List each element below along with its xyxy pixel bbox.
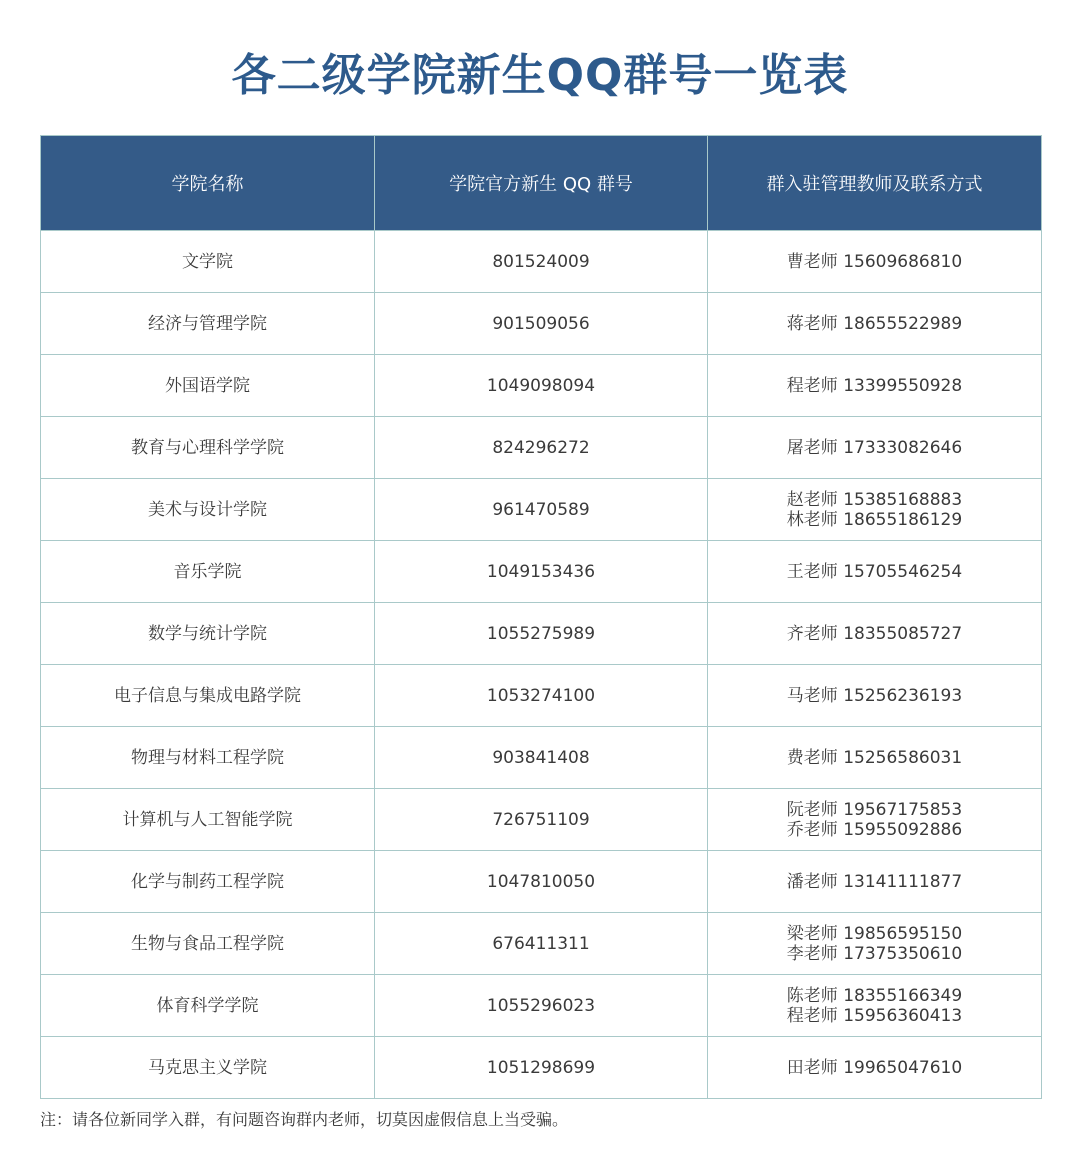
teacher-contact: 马老师 15256236193 [786, 685, 963, 706]
table-row [41, 355, 1042, 417]
teacher-contact: 田老师 19965047610 [786, 1057, 963, 1078]
college-name-cell: 电子信息与集成电路学院 [41, 665, 375, 727]
teacher-contact: 曹老师 15609686810 [786, 251, 963, 272]
qq-group-number-cell: 1049153436 [375, 541, 708, 603]
teacher-contact: 陈老师 18355166349 [786, 985, 963, 1006]
table-row [41, 913, 1042, 975]
table-row [41, 665, 1042, 727]
table-row [41, 417, 1042, 479]
table-row [41, 1037, 1042, 1099]
qq-group-number-cell: 824296272 [375, 417, 708, 479]
page-title: 各二级学院新生QQ群号一览表 [231, 50, 849, 101]
table-row [41, 293, 1042, 355]
teacher-contact: 李老师 17375350610 [786, 943, 963, 964]
qq-group-number-cell: 901509056 [375, 293, 708, 355]
teacher-contact: 王老师 15705546254 [786, 561, 963, 582]
teacher-contact: 屠老师 17333082646 [786, 437, 963, 458]
qq-group-number-cell: 1055296023 [375, 975, 708, 1037]
teacher-contact: 阮老师 19567175853 [786, 799, 963, 820]
teacher-contact-cell [708, 293, 1042, 355]
qq-group-number-cell: 1047810050 [375, 851, 708, 913]
teacher-contact: 林老师 18655186129 [786, 509, 963, 530]
teacher-contact: 程老师 15956360413 [786, 1005, 963, 1026]
table-body [41, 231, 1042, 1099]
college-name-cell: 生物与食品工程学院 [41, 913, 375, 975]
qq-group-table [40, 135, 1042, 1099]
teacher-contact: 梁老师 19856595150 [786, 923, 963, 944]
college-name-cell: 化学与制药工程学院 [41, 851, 375, 913]
qq-group-number-cell: 903841408 [375, 727, 708, 789]
college-name-cell: 外国语学院 [41, 355, 375, 417]
teacher-contact: 齐老师 18355085727 [786, 623, 963, 644]
college-name-cell: 数学与统计学院 [41, 603, 375, 665]
teacher-contact-cell [708, 417, 1042, 479]
college-name-cell: 计算机与人工智能学院 [41, 789, 375, 851]
table-header-row [41, 136, 1042, 231]
header-contact: 群入驻管理教师及联系方式 [708, 136, 1042, 231]
qq-group-number-cell: 1049098094 [375, 355, 708, 417]
college-name-cell: 物理与材料工程学院 [41, 727, 375, 789]
qq-group-number-cell: 1053274100 [375, 665, 708, 727]
teacher-contact-cell [708, 913, 1042, 975]
qq-group-number-cell: 1055275989 [375, 603, 708, 665]
footnote: 注：请各位新同学入群，有问题咨询群内老师，切莫因虚假信息上当受骗。 [40, 1110, 569, 1129]
teacher-contact-cell [708, 355, 1042, 417]
teacher-contact: 程老师 13399550928 [786, 375, 963, 396]
college-name-cell: 美术与设计学院 [41, 479, 375, 541]
college-name-cell: 经济与管理学院 [41, 293, 375, 355]
college-name-cell: 体育科学学院 [41, 975, 375, 1037]
teacher-contact-cell [708, 1037, 1042, 1099]
college-name-cell: 文学院 [41, 231, 375, 293]
teacher-contact-cell [708, 975, 1042, 1037]
qq-group-number-cell: 1051298699 [375, 1037, 708, 1099]
table-row [41, 975, 1042, 1037]
teacher-contact-cell [708, 789, 1042, 851]
qq-group-number-cell: 801524009 [375, 231, 708, 293]
qq-group-number-cell: 676411311 [375, 913, 708, 975]
teacher-contact-cell [708, 541, 1042, 603]
header-college: 学院名称 [41, 136, 375, 231]
teacher-contact: 潘老师 13141111877 [786, 871, 963, 892]
table-row [41, 851, 1042, 913]
table-row [41, 479, 1042, 541]
teacher-contact-cell [708, 479, 1042, 541]
header-qq-group: 学院官方新生 QQ 群号 [375, 136, 708, 231]
college-name-cell: 教育与心理科学学院 [41, 417, 375, 479]
teacher-contact-cell [708, 603, 1042, 665]
table-row [41, 231, 1042, 293]
qq-group-number-cell: 961470589 [375, 479, 708, 541]
table-row [41, 603, 1042, 665]
teacher-contact: 蒋老师 18655522989 [786, 313, 963, 334]
table-row [41, 789, 1042, 851]
teacher-contact-cell [708, 665, 1042, 727]
teacher-contact: 乔老师 15955092886 [786, 819, 963, 840]
table-row [41, 727, 1042, 789]
teacher-contact-cell [708, 727, 1042, 789]
college-name-cell: 马克思主义学院 [41, 1037, 375, 1099]
teacher-contact-cell [708, 231, 1042, 293]
teacher-contact: 费老师 15256586031 [786, 747, 963, 768]
college-name-cell: 音乐学院 [41, 541, 375, 603]
qq-group-number-cell: 726751109 [375, 789, 708, 851]
teacher-contact-cell [708, 851, 1042, 913]
teacher-contact: 赵老师 15385168883 [786, 489, 963, 510]
table-row [41, 541, 1042, 603]
